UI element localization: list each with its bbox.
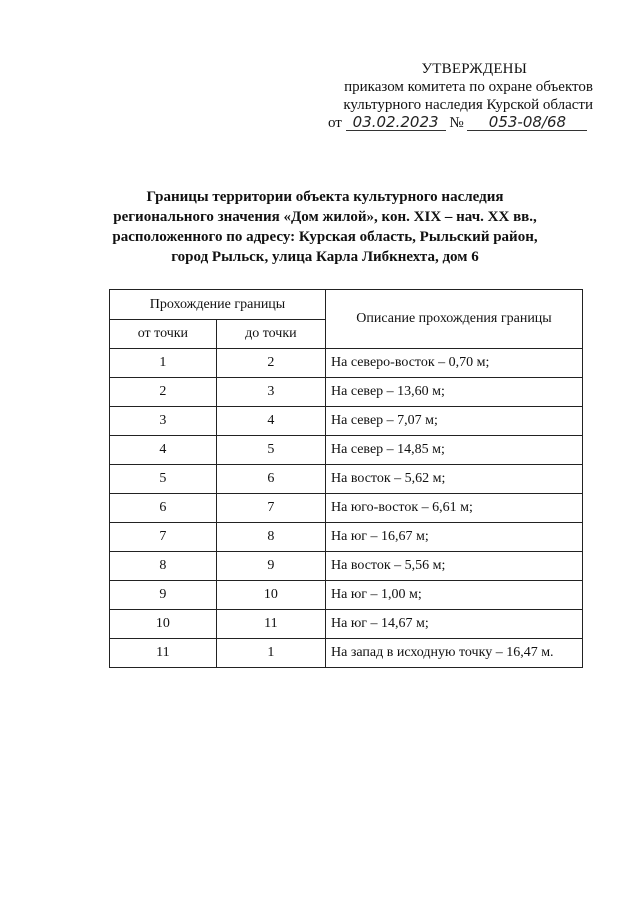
from-point-cell: 10: [110, 610, 217, 639]
to-point-cell: 6: [216, 465, 325, 494]
description-cell: На северо-восток – 0,70 м;: [326, 349, 583, 378]
approved-title: УТВЕРЖДЕНЫ: [421, 61, 527, 77]
heading-line-4: город Рыльск, улица Карла Либкнехта, дом 6: [171, 249, 479, 265]
description-cell: На восток – 5,62 м;: [326, 465, 583, 494]
header-to-point: до точки: [216, 320, 325, 349]
to-point-cell: 10: [216, 581, 325, 610]
table-row: [110, 494, 583, 523]
approval-authority-line-2: культурного наследия Курской области: [343, 97, 593, 113]
table-row: [110, 436, 583, 465]
to-point-cell: 9: [216, 552, 325, 581]
header-from-point: от точки: [110, 320, 217, 349]
table-row: [110, 523, 583, 552]
handwritten-order-number: 053-08/68: [467, 115, 587, 131]
header-boundary-passage: Прохождение границы: [110, 290, 326, 320]
approval-block: [318, 60, 593, 132]
to-point-cell: 5: [216, 436, 325, 465]
table-row: [110, 552, 583, 581]
heading-line-3: расположенного по адресу: Курская область, Рыльский район,: [112, 229, 538, 245]
description-cell: На север – 7,07 м;: [326, 407, 583, 436]
handwritten-date: 03.02.2023: [346, 115, 446, 131]
header-description: Описание прохождения границы: [326, 290, 583, 349]
approval-date-line: [318, 114, 593, 132]
heading-line-1: Границы территории объекта культурного наследия: [146, 189, 504, 205]
to-point-cell: 2: [216, 349, 325, 378]
to-point-cell: 7: [216, 494, 325, 523]
description-cell: На юг – 1,00 м;: [326, 581, 583, 610]
number-prefix: №: [449, 115, 464, 131]
approval-authority-line-1: приказом комитета по охране объектов: [344, 79, 593, 95]
from-point-cell: 2: [110, 378, 217, 407]
table-row: [110, 378, 583, 407]
table-row: [110, 349, 583, 378]
table-row: [110, 581, 583, 610]
table-row: [110, 407, 583, 436]
from-point-cell: 11: [110, 639, 217, 668]
heading-line-2: регионального значения «Дом жилой», кон. XIX – нач. XX вв.,: [113, 209, 537, 225]
description-cell: На юго-восток – 6,61 м;: [326, 494, 583, 523]
description-cell: На север – 14,85 м;: [326, 436, 583, 465]
description-cell: На восток – 5,56 м;: [326, 552, 583, 581]
description-cell: На юг – 16,67 м;: [326, 523, 583, 552]
table-row: [110, 465, 583, 494]
from-point-cell: 7: [110, 523, 217, 552]
to-point-cell: 1: [216, 639, 325, 668]
from-point-cell: 1: [110, 349, 217, 378]
table-row: [110, 610, 583, 639]
description-cell: На север – 13,60 м;: [326, 378, 583, 407]
from-point-cell: 8: [110, 552, 217, 581]
from-point-cell: 4: [110, 436, 217, 465]
to-point-cell: 8: [216, 523, 325, 552]
from-point-cell: 5: [110, 465, 217, 494]
to-point-cell: 4: [216, 407, 325, 436]
description-cell: На запад в исходную точку – 16,47 м.: [326, 639, 583, 668]
description-cell: На юг – 14,67 м;: [326, 610, 583, 639]
date-prefix: от: [328, 115, 342, 131]
document-heading: [90, 187, 560, 267]
from-point-cell: 3: [110, 407, 217, 436]
to-point-cell: 11: [216, 610, 325, 639]
from-point-cell: 9: [110, 581, 217, 610]
table-row: [110, 639, 583, 668]
from-point-cell: 6: [110, 494, 217, 523]
boundary-table: [109, 289, 583, 668]
to-point-cell: 3: [216, 378, 325, 407]
